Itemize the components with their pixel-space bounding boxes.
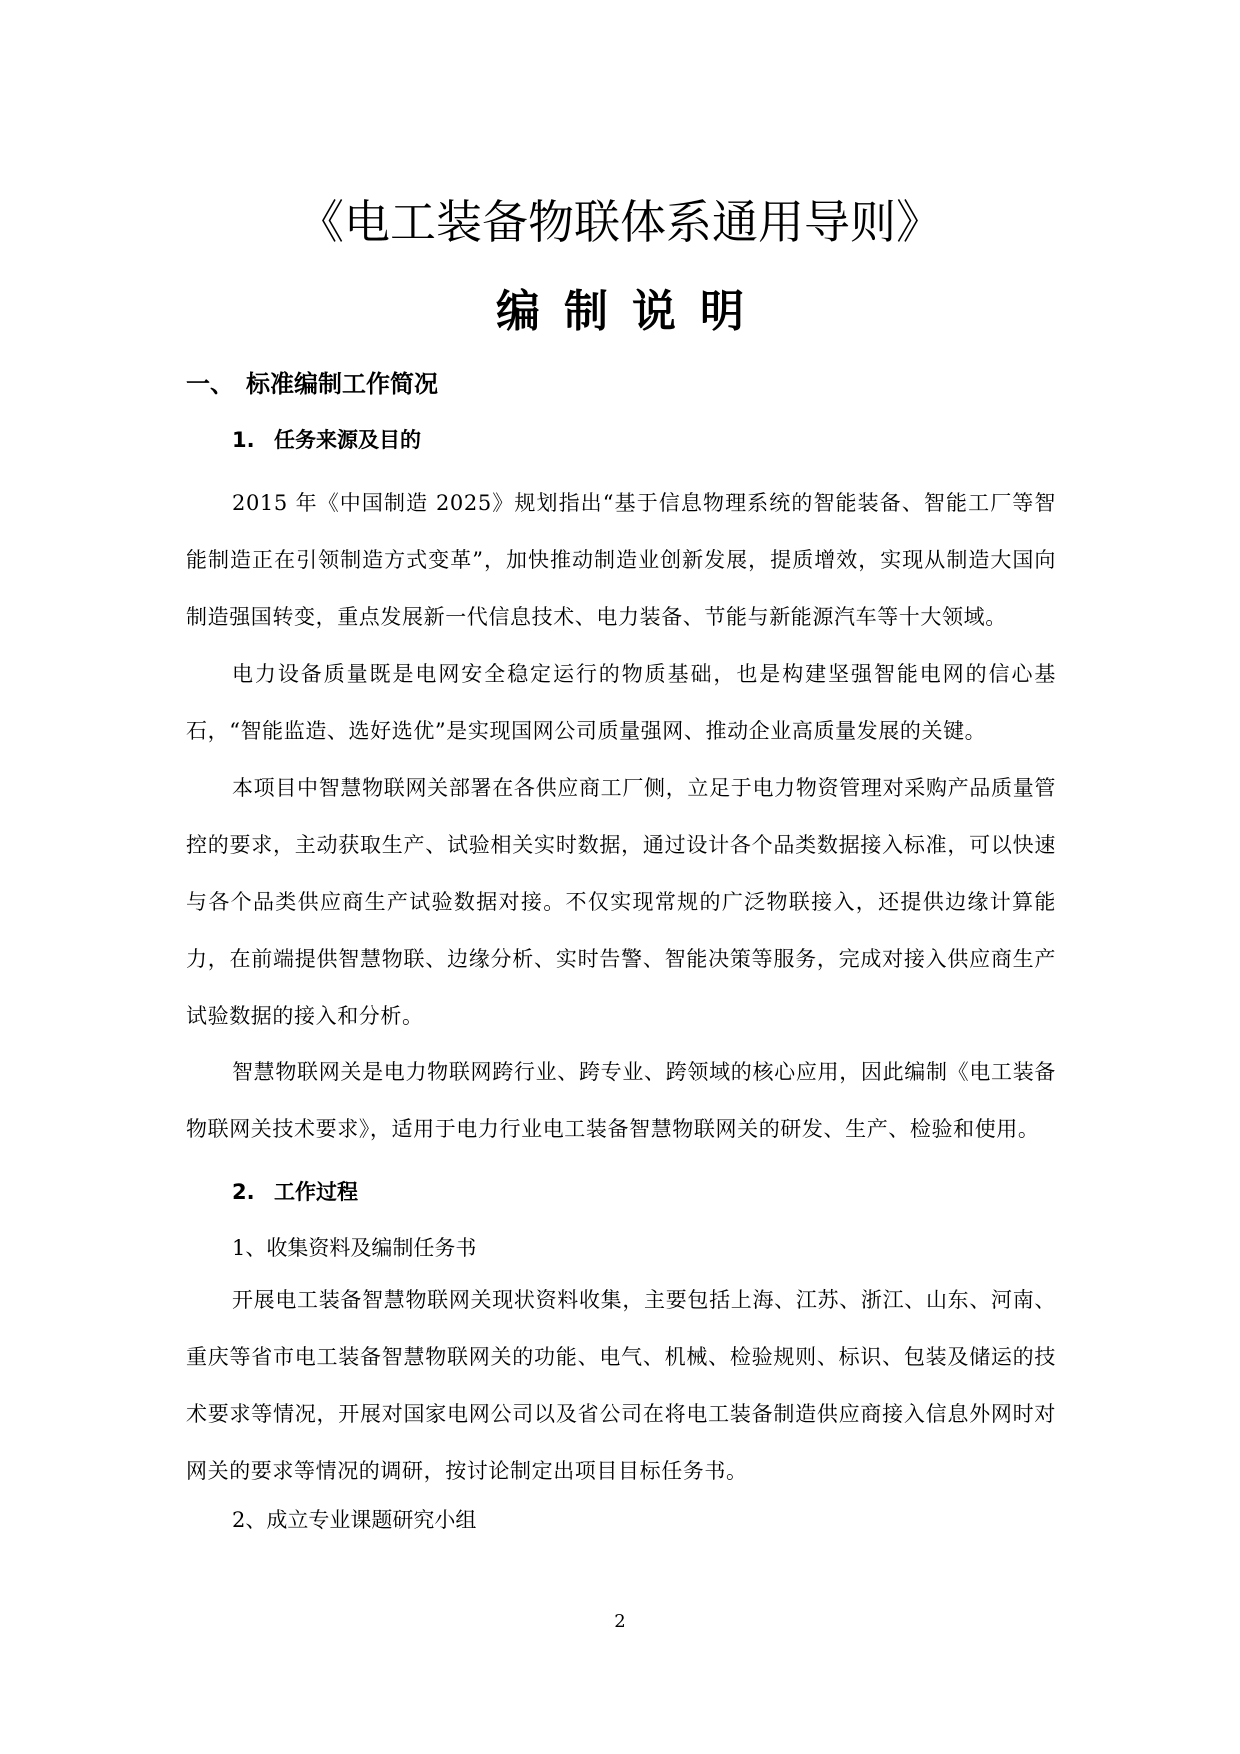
subsection-title: 任务来源及目的 (274, 428, 421, 452)
step-1-label: 1、收集资料及编制任务书 (232, 1236, 477, 1260)
section-number: 一、 (186, 370, 234, 398)
paragraph-4: 智慧物联网关是电力物联网跨行业、跨专业、跨领域的核心应用，因此编制《电工装备物联网关技术要求》，适用于电力行业电工装备智慧物联网关的研发、生产、检验和使用。 (186, 1060, 1056, 1141)
subsection-number: 1. (232, 428, 255, 452)
subsection-heading-1 (232, 420, 421, 460)
page-number: 2 (614, 1611, 626, 1632)
document-subtitle: 编制说明 (496, 286, 768, 337)
subsection-heading-2 (232, 1172, 358, 1212)
section-title: 标准编制工作简况 (246, 370, 438, 398)
document-title: 《电工装备物联体系通用导则》 (298, 195, 942, 249)
paragraph-1: 2015 年《中国制造 2025》规划指出“基于信息物理系统的智能装备、智能工厂等智能制造正在引领制造方式变革”，加快推动制造业创新发展，提质增效，实现从制造大国向制造强国转变，重点发展新一代信息技术、电力装备、节能与新能源汽车等十大领域。 (186, 491, 1056, 629)
subsection-number: 2. (232, 1180, 255, 1204)
paragraph-2: 电力设备质量既是电网安全稳定运行的物质基础，也是构建坚强智能电网的信心基石，“智能监造、选好选优”是实现国网公司质量强网、推动企业高质量发展的关键。 (186, 662, 1056, 743)
paragraph-3: 本项目中智慧物联网关部署在各供应商工厂侧，立足于电力物资管理对采购产品质量管控的要求，主动获取生产、试验相关实时数据，通过设计各个品类数据接入标准，可以快速与各个品类供应商生产试验数据对接。不仅实现常规的广泛物联接入，还提供边缘计算能力，在前端提供智慧物联、边缘分析、实时告警、智能决策等服务，完成对接入供应商生产试验数据的接入和分析。 (186, 776, 1056, 1028)
section-heading-1 (186, 364, 438, 404)
step-2-label: 2、成立专业课题研究小组 (232, 1508, 477, 1532)
subsection-title: 工作过程 (274, 1180, 358, 1204)
step-1-paragraph: 开展电工装备智慧物联网关现状资料收集，主要包括上海、江苏、浙江、山东、河南、重庆等省市电工装备智慧物联网关的功能、电气、机械、检验规则、标识、包装及储运的技术要求等情况，开展对国家电网公司以及省公司在将电工装备制造供应商接入信息外网时对网关的要求等情况的调研，按讨论制定出项目目标任务书。 (186, 1288, 1056, 1483)
